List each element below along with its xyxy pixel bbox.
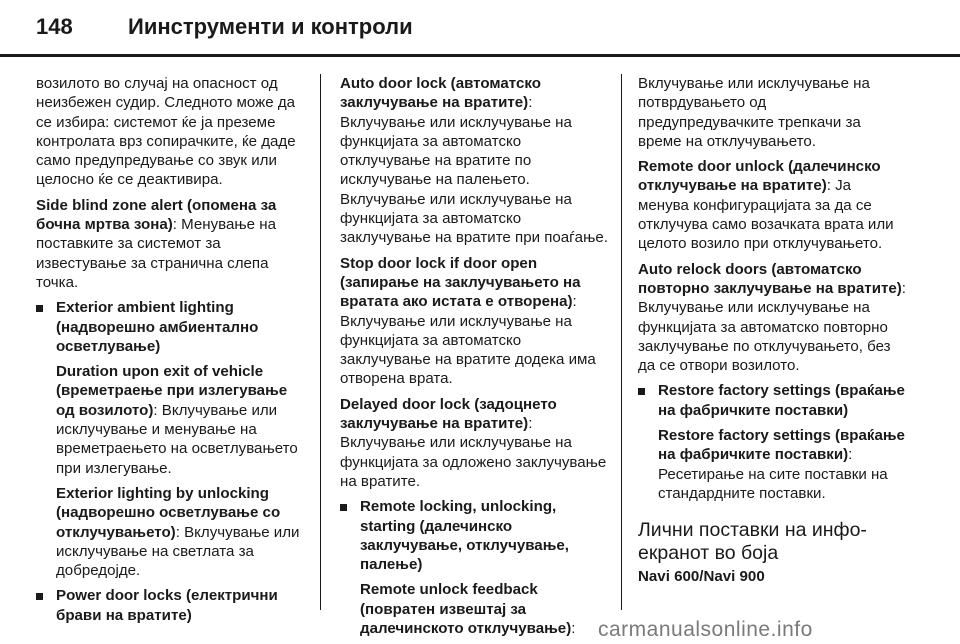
paragraph: возилото во случај на опасност од неизбежен судир. Следното може да се избира: системот ќе ја преземе контролата врз сопирачките, ќе даде само предупредување со звук или целосно ќе се деактивира. — [36, 75, 296, 189]
paragraph: Вклучување или исклучување на потврдувањето од предупредувачките трепкачи за време на отклучувањето. — [638, 75, 870, 150]
watermark: carmanualsonline.info — [598, 618, 813, 641]
bullet-item — [36, 586, 304, 625]
bullet-item — [340, 497, 608, 574]
setting-description: : Вклучување или исклучување на функцијата за автоматско заклучување на вратите додека има отворена врата. — [340, 293, 596, 388]
bullet-square-icon — [36, 593, 43, 600]
column-3 — [638, 74, 906, 586]
column-divider — [621, 74, 622, 610]
column-2 — [340, 74, 608, 644]
setting-title: Auto relock doors (автоматско повторно заклучување на вратите) — [638, 260, 902, 297]
paragraph-blind-zone — [36, 196, 304, 292]
paragraph-stop-lock — [340, 254, 608, 389]
page-title: Иинструменти и контроли — [128, 14, 413, 39]
setting-description: : Вклучување или исклучување на функцијата за автоматско повторно заклучување по отклучувањето, без да се отвори возилото. — [638, 279, 906, 375]
bullet-square-icon — [638, 388, 645, 395]
setting-description: : Вклучување или исклучување на светлата за добредојде. — [56, 523, 300, 580]
setting-description: : Вклучување или исклучување на функцијата за одложено заклучување на вратите. — [340, 415, 607, 490]
bullet-title: Restore factory settings (враќање на фабричките поставки) — [658, 382, 905, 419]
paragraph-exterior-lighting — [36, 484, 304, 580]
setting-title: Restore factory settings (враќање на фабричките поставки) — [658, 427, 905, 464]
setting-title: Auto door lock (автоматско заклучување на вратите) — [340, 75, 541, 112]
setting-description: : Вклучување или исклучување и менување на времетраењето на осветлувањето при излегување. — [56, 401, 298, 477]
bullet-square-icon — [340, 504, 347, 511]
bullet-square-icon — [36, 305, 43, 312]
bullet-item — [36, 298, 304, 356]
paragraph-duration — [36, 362, 304, 478]
setting-title: Duration upon exit of vehicle (времетраење при излегување од возилото) — [56, 363, 288, 419]
section-subheading: Navi 600/Navi 900 — [638, 568, 765, 586]
setting-title: Delayed door lock (задоцнето заклучување на вратите) — [340, 395, 557, 433]
setting-description: : Менување на поставките за системот за известување за странична слепа точка. — [36, 216, 276, 291]
page-number: 148 — [36, 14, 73, 39]
setting-title: Remote door unlock (далечинско отклучување на вратите) — [638, 158, 881, 195]
bullet-title: Power door locks (електрични брави на вратите) — [56, 587, 278, 624]
paragraph-delayed-lock — [340, 395, 608, 491]
setting-description: : Вклучување или исклучување на функцијата за автоматско отклучување на вратите по исклучување на палењето. Вклучување или исклучување на функцијата за автоматско заклучување на вратите при поаѓање. — [340, 94, 608, 247]
paragraph-restore — [638, 426, 906, 503]
setting-description: : Ја менува конфигурацијата за да се отклучува само возачката врата или целото возило при отклучувањето. — [638, 177, 894, 253]
setting-title: Remote unlock feedback (повратен извештај за далечинското отклучување) — [360, 581, 572, 638]
paragraph-remote-unlock — [638, 157, 906, 253]
page-header — [36, 14, 413, 40]
bullet-title: Remote locking, unlocking, starting (далечинско заклучување, отклучување, палење) — [360, 498, 569, 574]
setting-title: Stop door lock if door open (запирање на заклучувањето на вратата ако истата е отворена) — [340, 254, 581, 311]
paragraph-remote-feedback — [340, 580, 608, 638]
column-divider — [320, 74, 321, 610]
bullet-item — [638, 381, 906, 420]
paragraph-auto-relock — [638, 260, 906, 376]
paragraph-auto-lock — [340, 74, 608, 248]
setting-description: : Ресетирање на сите поставки на стандардните поставки. — [658, 446, 888, 502]
setting-title: Side blind zone alert (опомена за бочна мртва зона) — [36, 196, 277, 234]
setting-title: Exterior lighting by unlocking (надворешно осветлување со отклучувањето) — [56, 484, 281, 541]
section-heading: Лични поставки на инфо-екранот во боја — [638, 519, 867, 565]
header-rule — [0, 54, 960, 57]
column-1 — [36, 74, 304, 631]
bullet-title: Exterior ambient lighting (надворешно амбиентално осветлување) — [56, 299, 259, 355]
setting-description: : — [571, 620, 576, 638]
